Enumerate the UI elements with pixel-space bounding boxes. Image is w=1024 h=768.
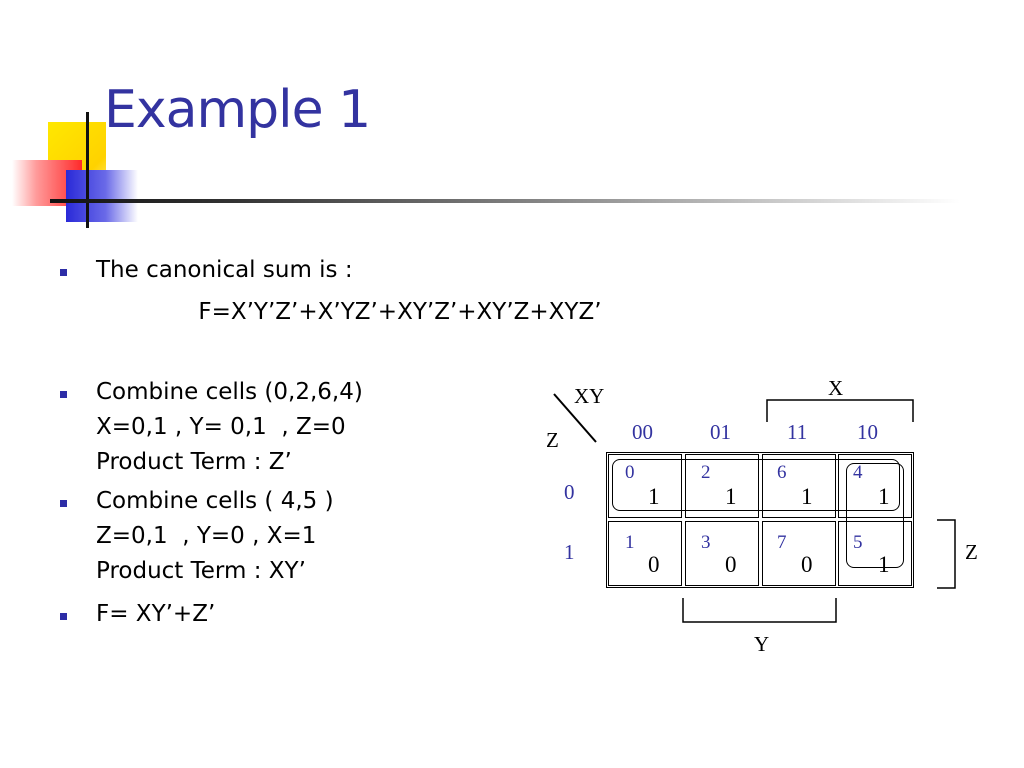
cell-index: 7: [777, 532, 787, 553]
cell-index: 0: [625, 462, 635, 483]
slide-title: Example 1: [104, 80, 371, 140]
bullet-1-line-2: F=X’Y’Z’+X’YZ’+XY’Z’+XY’Z+XYZ’: [96, 299, 602, 325]
cell-value: 0: [725, 552, 737, 577]
kmap-cell: [685, 521, 759, 586]
cell-value: 1: [878, 552, 890, 577]
label-x: X: [828, 376, 844, 400]
bullet-2-line-3: Product Term : Z’: [96, 449, 292, 475]
cell-index: 5: [853, 532, 863, 553]
col-header: 01: [710, 420, 731, 444]
bullet-3-line-2: Z=0,1 , Y=0 , X=1: [96, 523, 317, 549]
kmap-row-var: Z: [546, 428, 559, 452]
cell-index: 1: [625, 532, 635, 553]
bullet-3-line-1: Combine cells ( 4,5 ): [96, 488, 334, 514]
cell-value: 0: [801, 552, 813, 577]
logo-vertical-line: [86, 112, 89, 228]
kmap-cell: [608, 521, 682, 586]
cell-value: 1: [878, 484, 890, 509]
cell-value: 1: [801, 484, 813, 509]
bullet-marker: [60, 391, 67, 398]
bullet-1-line-1: The canonical sum is :: [96, 257, 353, 283]
y-bracket: [683, 598, 836, 622]
bullet-3-line-3: Product Term : XY’: [96, 558, 306, 584]
bullet-marker: [60, 269, 67, 276]
col-header: 10: [857, 420, 878, 444]
logo-blue-square: [66, 170, 138, 222]
cell-index: 2: [701, 462, 711, 483]
bullet-2-line-2: X=0,1 , Y= 0,1 , Z=0: [96, 414, 346, 440]
title-underline: [50, 199, 960, 203]
cell-value: 1: [725, 484, 737, 509]
label-z: Z: [965, 540, 978, 564]
bullet-marker: [60, 500, 67, 507]
row-header: 0: [564, 480, 575, 504]
label-y: Y: [754, 632, 770, 656]
cell-index: 4: [853, 462, 863, 483]
row-header: 1: [564, 540, 575, 564]
kmap-cell: [762, 521, 836, 586]
karnaugh-map: [530, 370, 1000, 670]
cell-index: 6: [777, 462, 787, 483]
kmap-col-var: XY: [574, 384, 605, 408]
col-header: 11: [787, 420, 808, 444]
x-bracket: [767, 400, 913, 422]
bullet-2-line-1: Combine cells (0,2,6,4): [96, 379, 363, 405]
cell-index: 3: [701, 532, 711, 553]
cell-value: 1: [648, 484, 660, 509]
bullet-marker: [60, 613, 67, 620]
col-header: 00: [632, 420, 653, 444]
cell-value: 0: [648, 552, 660, 577]
z-bracket: [937, 520, 955, 588]
bullet-4-line-1: F= XY’+Z’: [96, 601, 216, 627]
